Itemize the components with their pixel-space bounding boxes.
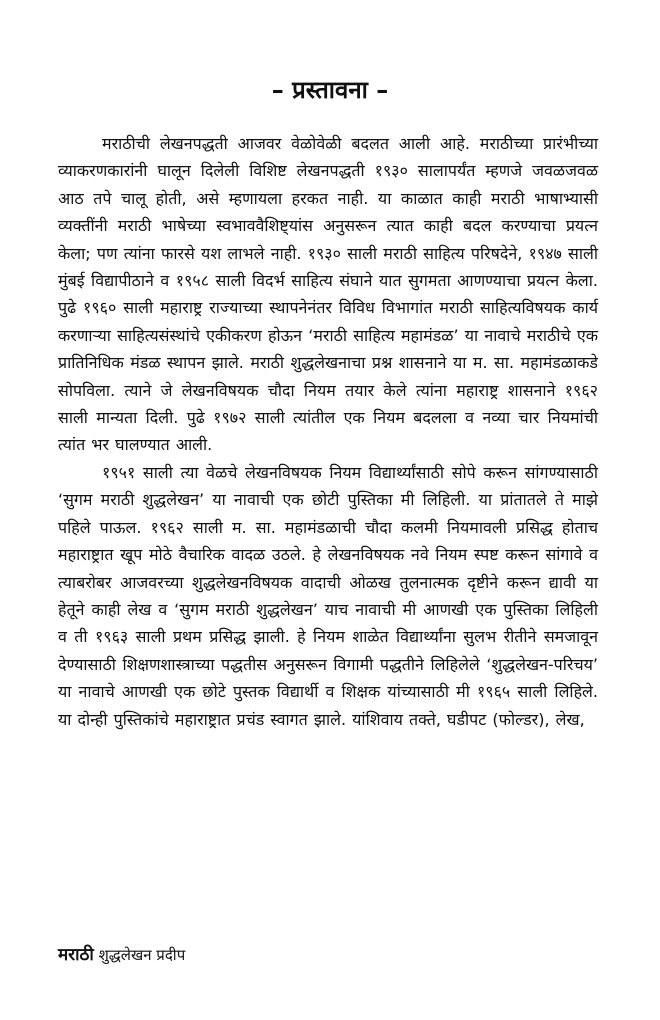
footer-book-title: शुद्धलेखन प्रदीप <box>98 946 186 964</box>
paragraph-1: मराठीची लेखनपद्धती आजवर वेळोवेळी बदलत आली आहे. मराठीच्या प्रारंभीच्या व्याकरणकारांनी घालून दिलेली विशिष्ट लेखनपद्धती १९३० सालापर्यंत म्हणजे जवळजवळ आठ तपे चालू होती, असे म्हणायला हरकत नाही. या काळात काही मराठी भाषाभ्यासी व्यक्तींनी मराठी भाषेच्या स्वभाववैशिष्ट्यांस अनुसरून त्यात काही बदल करण्याचा प्रयत्न केला; पण त्यांना फारसे यश लाभले नाही. १९३० साली मराठी साहित्य परिषदेने, १९४७ साली मुंबई विद्यापीठाने व १९५८ साली विदर्भ साहित्य संघाने यात सुगमता आणण्याचा प्रयत्न केला. पुढे १९६० साली महाराष्ट्र राज्याच्या स्थापनेनंतर विविध विभागांत मराठी साहित्यविषयक कार्य करणाऱ्या साहित्यसंस्थांचे एकीकरण होऊन ‘मराठी साहित्य महामंडळ’ या नावाचे मराठीचे एक प्रातिनिधिक मंडळ स्थापन झाले. मराठी शुद्धलेखनाचा प्रश्न शासनाने या म. सा. महामंडळाकडे सोपविला. त्याने जे लेखनविषयक चौदा नियम तयार केले त्यांना महाराष्ट्र शासनाने १९६२ साली मान्यता दिली. पुढे १९७२ साली त्यांतील एक नियम बदलला व नव्या चार नियमांची त्यांत भर घालण्यात आली. <box>58 134 598 455</box>
paragraph-2: १९५१ साली त्या वेळचे लेखनविषयक नियम विद्यार्थ्यांसाठी सोपे करून सांगण्यासाठी ‘सुगम मराठी शुद्धलेखन’ या नावाची एक छोटी पुस्तिका मी लिहिली. या प्रांतातले ते माझे पहिले पाऊल. १९६२ साली म. सा. महामंडळाची चौदा कलमी नियमावली प्रसिद्ध होताच महाराष्ट्रात खूप मोठे वैचारिक वादळ उठले. हे लेखनविषयक नवे नियम स्पष्ट करून सांगावे व त्याबरोबर आजवरच्या शुद्धलेखनविषयक वादाची ओळख तुलनात्मक दृष्टीने करून द्यावी या हेतूने काही लेख व ‘सुगम मराठी शुद्धलेखन’ याच नावाची मी आणखी एक पुस्तिका लिहिली व ती १९६३ साली प्रथम प्रसिद्ध झाली. हे नियम शाळेत विद्यार्थ्यांना सुलभ रीतीने समजावून देण्यासाठी शिक्षणशास्त्राच्या पद्धतीस अनुसरून विगामी पद्धतीने लिहिलेले ‘शुद्धलेखन-परिचय’ या नावाचे आणखी एक छोटे पुस्तक विद्यार्थी व शिक्षक यांच्यासाठी मी १९६५ साली लिहिले. या दोन्ही पुस्तिकांचे महाराष्ट्रात प्रचंड स्वागत झाले. यांशिवाय तक्ते, घडीपट (फोल्डर), लेख, <box>58 462 598 729</box>
footer-book-word: मराठी <box>58 945 94 965</box>
preface-body <box>58 130 598 733</box>
running-footer <box>58 944 185 966</box>
page-title: – प्रस्तावना – <box>271 76 389 104</box>
